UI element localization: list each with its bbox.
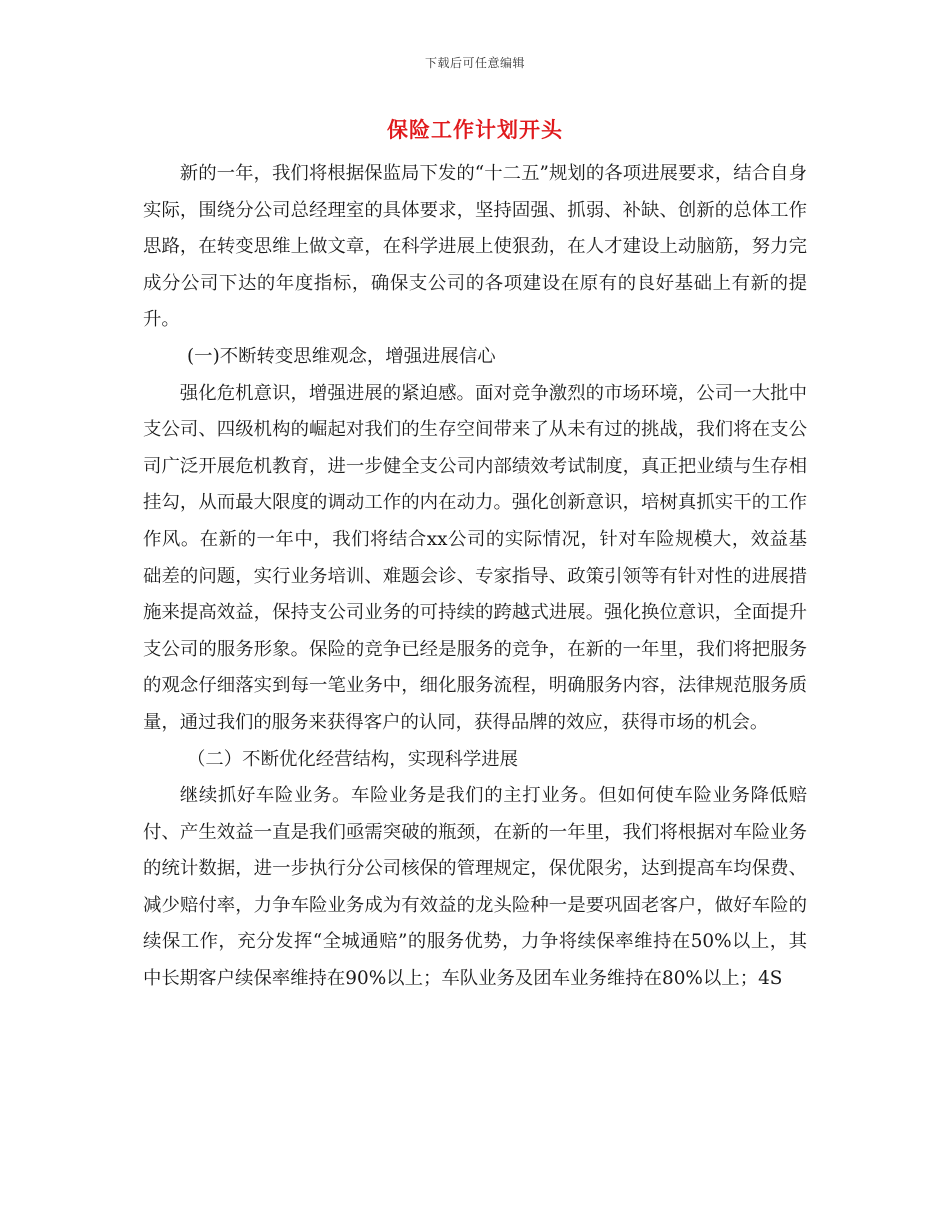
paragraph-section-1: 强化危机意识，增强进展的紧迫感。面对竞争激烈的市场环境，公司一大批中支公司、四级机构的崛起对我们的生存空间带来了从未有过的挑战，我们将在支公司广泛开展危机教育，进一步健全支公司内部绩效考试制度，真正把业绩与生存相挂勾，从而最大限度的调动工作的内在动力。强化创新意识，培树真抓实干的工作作风。在新的一年中，我们将结合xx公司的实际情况，针对车险规模大，效益基础差的问题，实行业务培训、难题会诊、专家指导、政策引领等有针对性的进展措施来提高效益，保持支公司业务的可持续的跨越式进展。强化换位意识，全面提升支公司的服务形象。保险的竞争已经是服务的竞争，在新的一年里，我们将把服务的观念仔细落实到每一笔业务中，细化服务流程，明确服务内容，法律规范服务质量，通过我们的服务来获得客户的认同，获得品牌的效应，获得市场的机会。 bbox=[143, 382, 807, 733]
document-title: 保险工作计划开头 bbox=[387, 117, 563, 142]
paragraph-intro: 新的一年，我们将根据保监局下发的“十二五”规划的各项进展要求，结合自身实际，围绕分公司总经理室的具体要求，坚持固强、抓弱、补缺、创新的总体工作思路，在转变思维上做文章，在科学进展上使狠劲，在人才建设上动脑筋，努力完成分公司下达的年度指标，确保支公司的各项建设在原有的良好基础上有新的提升。 bbox=[143, 163, 807, 331]
paragraph-section-2: 继续抓好车险业务。车险业务是我们的主打业务。但如何使车险业务降低赔付、产生效益一直是我们亟需突破的瓶颈，在新的一年里，我们将根据对车险业务的统计数据，进一步执行分公司核保的管理规定，保优限劣，达到提高车均保费、减少赔付率，力争车险业务成为有效益的龙头险种一是要巩固老客户，做好车险的续保工作，充分发挥“全城通赔”的服务优势，力争将续保率维持在50%以上，其中长期客户续保率维持在90%以上；车队业务及团车业务维持在80%以上；4S bbox=[143, 785, 807, 990]
header-note: 下载后可任意编辑 bbox=[424, 56, 525, 70]
section-heading-1: (一)不断转变思维观念，增强进展信心 bbox=[187, 345, 496, 367]
section-heading-2: （二）不断优化经营结构，实现科学进展 bbox=[187, 748, 519, 770]
document-body bbox=[143, 156, 807, 998]
